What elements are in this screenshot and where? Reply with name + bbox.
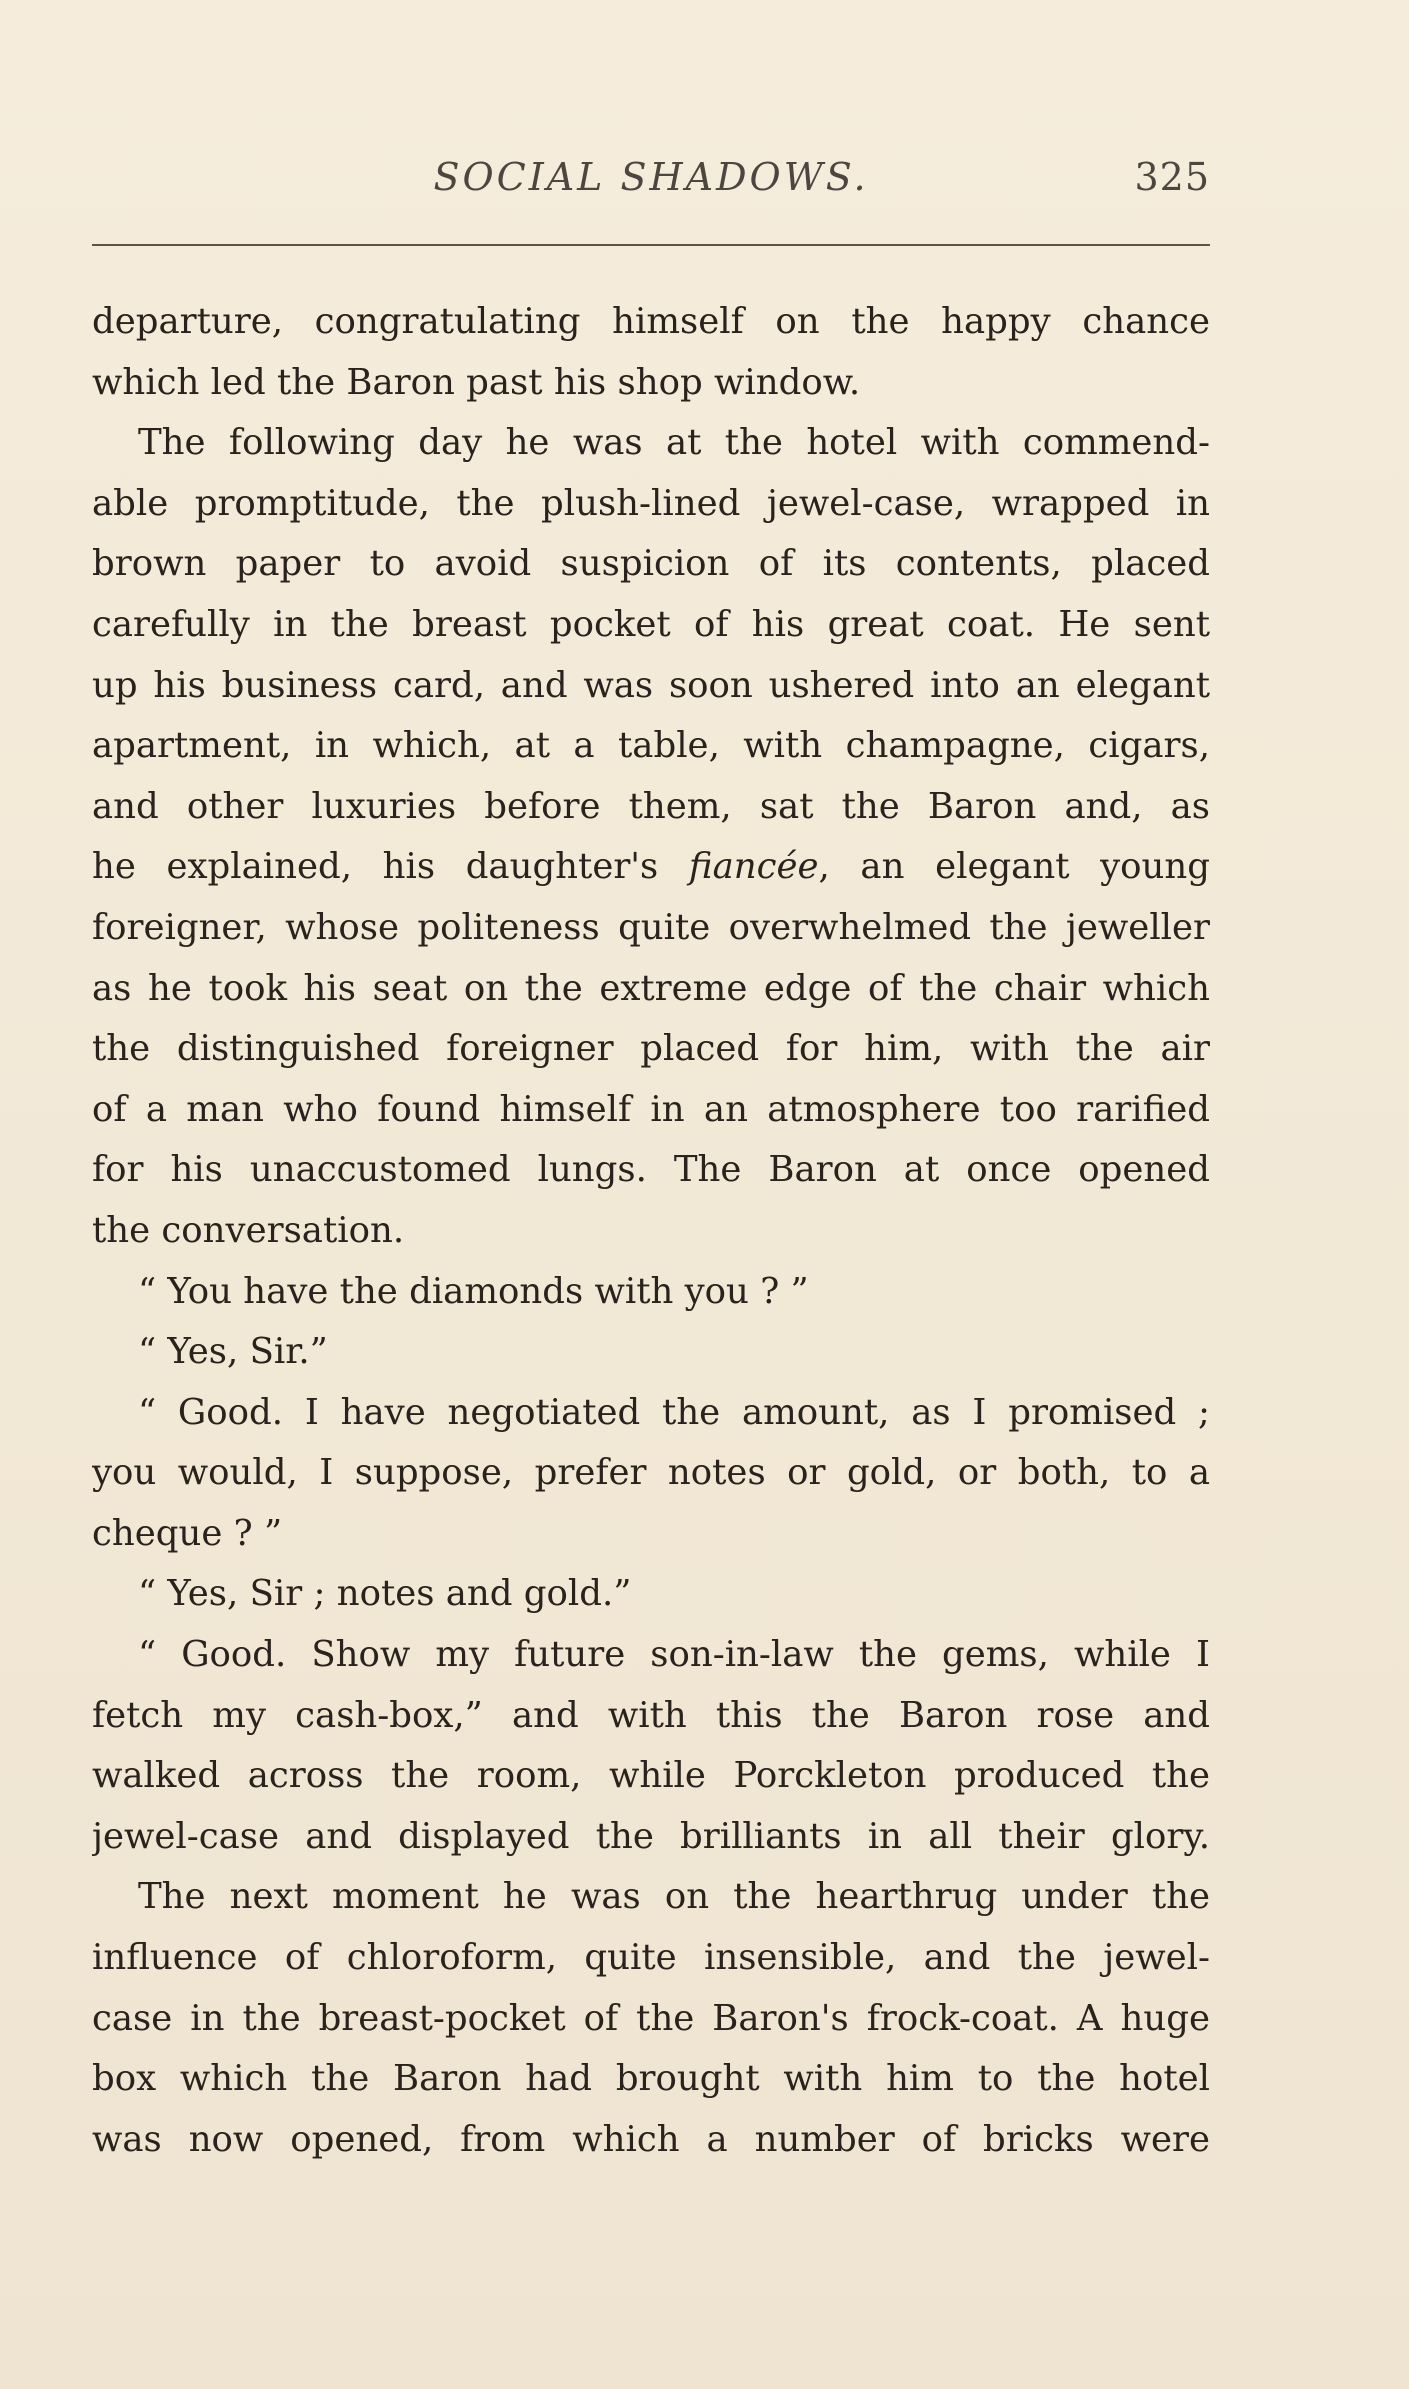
text-line: “ Yes, Sir.” <box>138 1331 328 1373</box>
text-line: “ You have the diamonds with you ? ” <box>138 1270 809 1312</box>
text-line: “ Yes, Sir ; notes and gold.” <box>138 1573 632 1615</box>
running-head <box>92 155 1210 215</box>
text-line: carefully in the breast pocket of his great coat. He sent <box>92 603 1210 645</box>
text-line: the conversation. <box>92 1209 405 1251</box>
page-number: 325 <box>1134 155 1210 199</box>
text-line: fetch my cash-box,” and with this the Baron rose and <box>92 1694 1210 1736</box>
text-line: and other luxuries before them, sat the Baron and, as <box>92 785 1210 827</box>
text-line: The next moment he was on the hearthrug under the <box>138 1876 1210 1918</box>
text-line: apartment, in which, at a table, with champagne, cigars, <box>92 725 1210 767</box>
text-segment: , an elegant young <box>818 846 1210 888</box>
body-text <box>92 292 1210 2170</box>
text-line: The following day he was at the hotel with commend- <box>138 422 1210 464</box>
text-line: “ Good. I have negotiated the amount, as I promised ; <box>138 1391 1210 1433</box>
text-line: foreigner, whose politeness quite overwhelmed the jeweller <box>92 906 1210 948</box>
text-line: able promptitude, the plush-lined jewel-case, wrapped in <box>92 482 1210 524</box>
text-line: as he took his seat on the extreme edge of the chair which <box>92 967 1210 1009</box>
text-line: cheque ? ” <box>92 1512 283 1554</box>
header-rule <box>92 244 1210 246</box>
text-line: departure, congratulating himself on the happy chance <box>92 301 1210 342</box>
text-segment: he explained, his daughter's <box>92 846 689 888</box>
text-line: “ Good. Show my future son-in-law the gems, while I <box>138 1634 1210 1676</box>
text-line: case in the breast-pocket of the Baron's frock-coat. A huge <box>92 1997 1210 2039</box>
text-line: was now opened, from which a number of bricks were <box>92 2118 1210 2160</box>
text-line: brown paper to avoid suspicion of its contents, placed <box>92 543 1210 585</box>
text-line: box which the Baron had brought with him to the hotel <box>92 2058 1210 2100</box>
text-line <box>92 837 1210 898</box>
text-line: which led the Baron past his shop window. <box>92 361 861 403</box>
text-line: up his business card, and was soon ushered into an elegant <box>92 664 1210 706</box>
text-line: walked across the room, while Porckleton produced the <box>92 1755 1210 1797</box>
italic-word: fiancée <box>688 846 819 888</box>
text-line: influence of chloroform, quite insensible, and the jewel- <box>92 1937 1210 1979</box>
text-line: of a man who found himself in an atmosphere too rarified <box>92 1088 1210 1130</box>
text-line: you would, I suppose, prefer notes or gold, or both, to a <box>92 1452 1210 1494</box>
running-title: SOCIAL SHADOWS. <box>433 155 869 199</box>
text-line: jewel-case and displayed the brilliants in all their glory. <box>92 1815 1210 1857</box>
text-line: for his unaccustomed lungs. The Baron at once opened <box>92 1149 1210 1191</box>
text-line: the distinguished foreigner placed for him, with the air <box>92 1028 1210 1070</box>
